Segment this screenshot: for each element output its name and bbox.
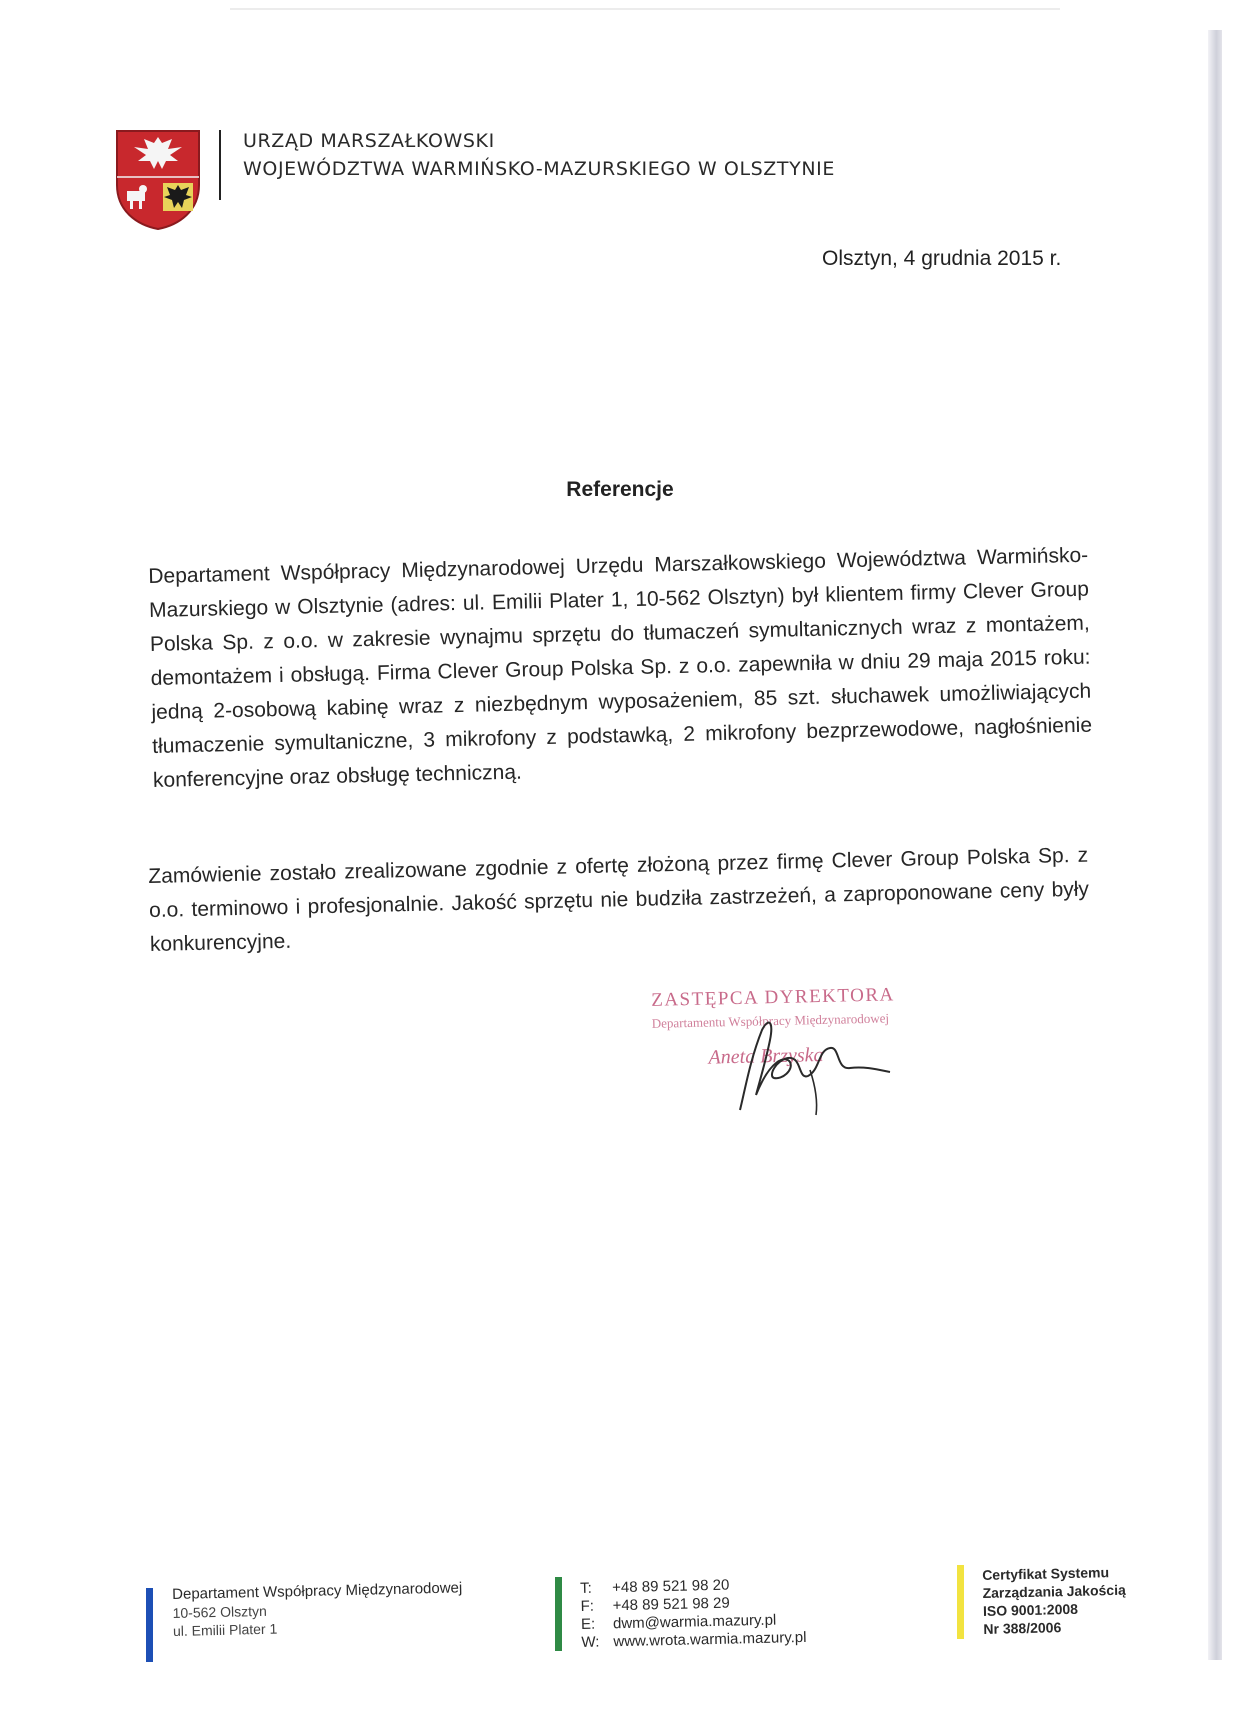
scan-top-line [230,8,1060,10]
footer-street: ul. Emilii Plater 1 [172,1620,278,1639]
cert-line3: ISO 9001:2008 [982,1600,1079,1619]
body-paragraph-1: Departament Współpracy Międzynarodowej Urzędu Marszałkowskiego Województwa Warmińsko-Mazurskiego w Olsztynie (adres: ul. Emilii Plater 1, 10-562 Olsztyn) był klientem firmy Clever Group Polska Sp. z o.o. w zakresie wynajmu sprzętu do tłumaczeń symultanicznych wraz z montażem, demontażem i obsługą. Firma Clever Group Polska Sp. z o.o. zapewniła w dniu 29 maja 2015 roku: jedną 2-osobową kabinę wraz z niezbędnym wyposażeniem, 85 szt. słuchawek umożliwiających tłumaczenie symultaniczne, 3 mikrofony z podstawką, 2 mikrofony bezprzewodowe, nagłośnienie konferencyjne oraz obsługę techniczną. [148,543,1093,792]
contact-email: E: dwm@warmia.mazury.pl [580,1611,777,1633]
footer-department [172,1579,463,1640]
cert-line2: Zarządzania Jakością [982,1581,1126,1601]
letter-title: Referencje [566,478,674,501]
footer-bar-green [555,1577,562,1651]
header-divider [219,130,221,200]
footer-certificate [982,1563,1127,1638]
signature-icon [690,1000,910,1120]
office-name-line2: WOJEWÓDZTWA WARMIŃSKO-MAZURSKIEGO W OLSZTYNIE [243,158,835,180]
letter-date: Olsztyn, 4 grudnia 2015 r. [822,247,1062,270]
contact-website: W: www.wrota.warmia.mazury.pl [581,1628,807,1651]
cert-line4: Nr 388/2006 [983,1619,1062,1637]
contact-fax: F: +48 89 521 98 29 [580,1594,730,1615]
stamp-department: Departamentu Współpracy Międzynarodowej [651,1010,890,1031]
scan-edge [1208,30,1222,1660]
footer-postal: 10-562 Olsztyn [172,1602,267,1621]
office-name-line1: URZĄD MARSZAŁKOWSKI [243,130,495,152]
footer-bar-yellow [957,1565,964,1639]
cert-line1: Certyfikat Systemu [982,1564,1110,1583]
footer-contact [580,1575,807,1652]
footer-department-name: Departament Współpracy Międzynarodowej [172,1579,463,1603]
footer-bar-blue [146,1588,153,1662]
stamp-signatory: Aneta Brzyska [708,1043,824,1069]
contact-phone: T: +48 89 521 98 20 [580,1576,730,1597]
body-paragraph-2: Zamówienie zostało zrealizowane zgodnie z ofertę złożoną przez firmę Clever Group Polska Sp. z o.o. terminowo i profesjonalnie. Jakość sprzętu nie budziła zastrzeżeń, a zaproponowane ceny były konkurencyjne. [148,843,1090,956]
stamp-title: ZASTĘPCA DYREKTORA [650,984,896,1011]
coat-of-arms-icon [113,127,203,231]
